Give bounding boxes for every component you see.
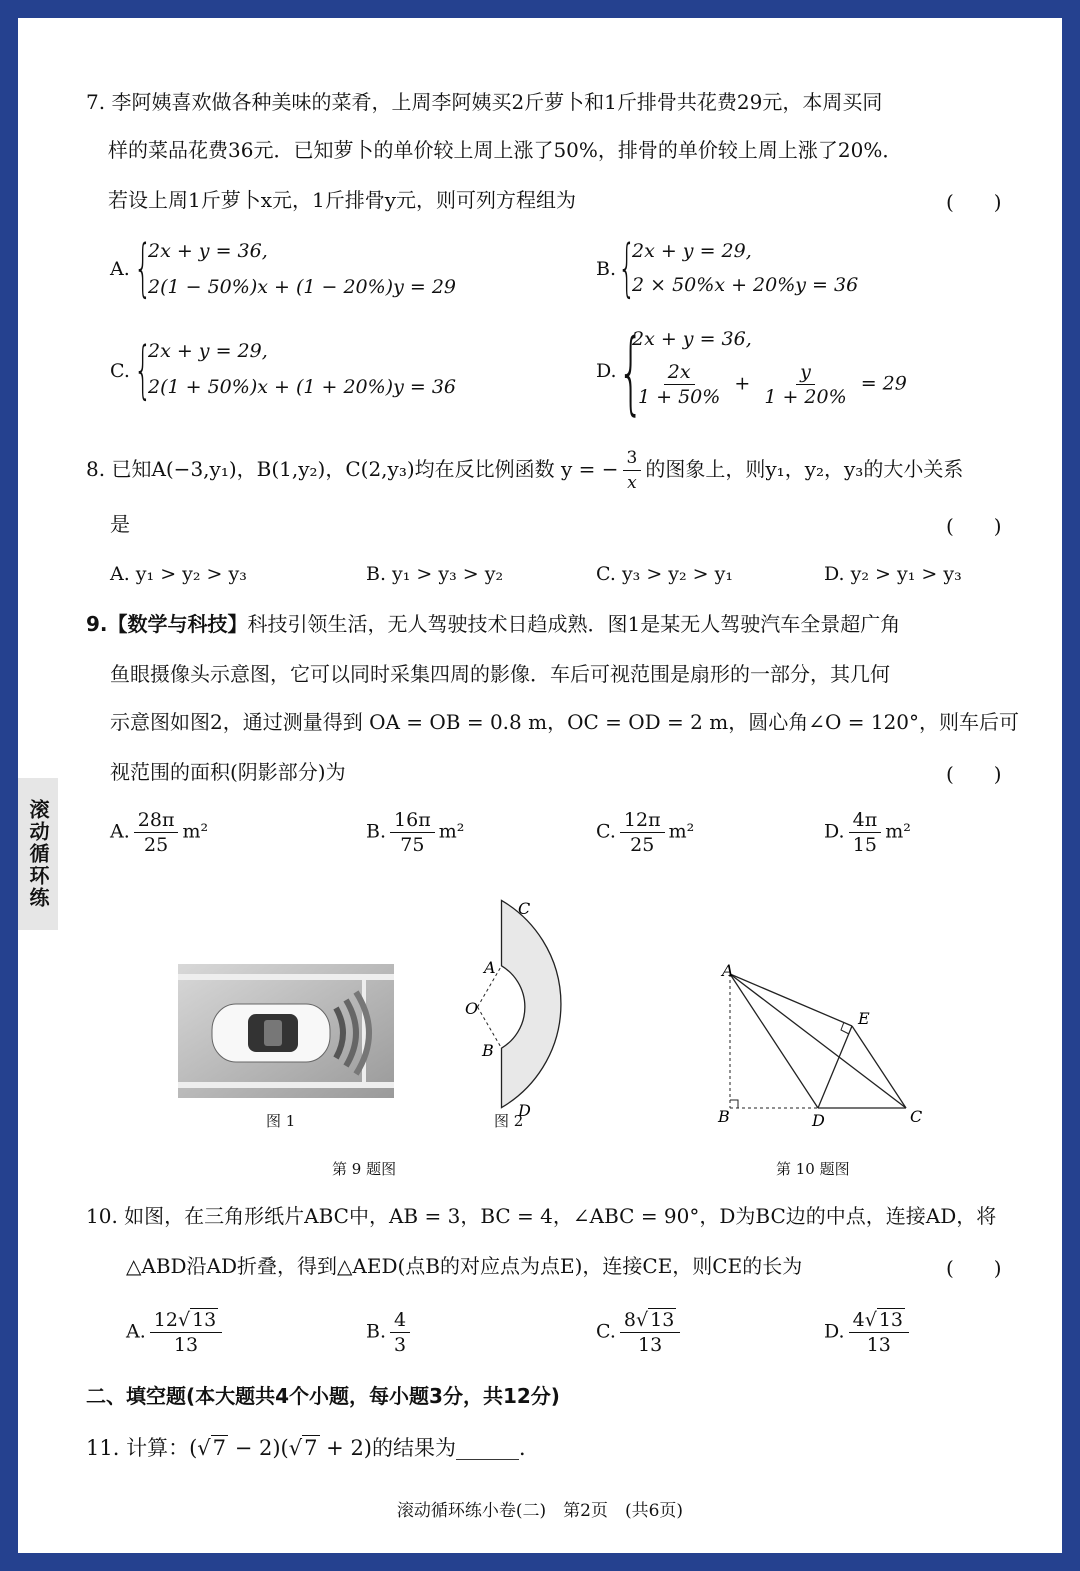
q7-option-a-brace: { — [134, 231, 152, 304]
q8-line1 — [86, 446, 963, 495]
q10-d-rad: 13 — [878, 1309, 903, 1331]
q8-frac-num: 3 — [623, 446, 642, 471]
q11-rad2: 7 — [304, 1436, 318, 1460]
exam-page — [18, 18, 1062, 1553]
q7-d-equals: = 29 — [860, 372, 907, 395]
q7-option-c-label: C. — [110, 360, 130, 382]
q7-line3: 若设上周1斤萝卜x元，1斤排骨y元，则可列方程组为 — [108, 188, 577, 212]
fig10-triangle-diagram — [708, 961, 928, 1134]
q8-option-d: D. y₂ > y₁ > y₃ — [824, 563, 962, 585]
q9-c-unit: m² — [668, 820, 695, 843]
q9-d-den: 15 — [852, 834, 877, 856]
q9-answer-paren: ( ) — [946, 762, 1002, 786]
q8-option-b: B. y₁ > y₃ > y₂ — [366, 563, 504, 585]
q9-figure-caption: 第 9 题图 — [332, 1160, 397, 1178]
q8-line2: 是 — [110, 512, 130, 536]
q7-option-a-eq2: 2(1 − 50%)x + (1 − 20%)y = 29 — [148, 276, 456, 298]
fig2-label-b: B — [482, 1041, 494, 1060]
q9-b-den: 75 — [400, 834, 425, 856]
fig10-label-a: A — [722, 961, 734, 980]
q9-b-unit: m² — [438, 820, 465, 843]
q10-b-den: 3 — [394, 1334, 407, 1356]
q7-d-plus: + — [734, 372, 751, 395]
q10-line2: △ABD沿AD折叠，得到△AED(点B的对应点为点E)，连接CE，则CE的长为 — [126, 1254, 803, 1278]
q7-option-c-eq2: 2(1 + 50%)x + (1 + 20%)y = 36 — [148, 376, 456, 398]
q7-d-frac1-num: 2x — [664, 360, 695, 385]
fig10-label-d: D — [812, 1111, 825, 1130]
q8-frac-den: x — [627, 473, 637, 493]
q9-c-den: 25 — [630, 834, 655, 856]
q10-b-num: 4 — [390, 1308, 410, 1333]
q11-post: + 2)的结果为______． — [319, 1436, 540, 1460]
fig1-car-image — [178, 964, 394, 1098]
q9-line1-text: 科技引领生活，无人驾驶技术日趋成熟．图1是某无人驾驶汽车全景超广角 — [247, 612, 901, 636]
q10-c-label: C. — [596, 1320, 616, 1343]
q10-option-a: A. $\frac{12√ 13}{13}$ — [126, 1308, 226, 1357]
q11-line: 11. 计算：(√7 − 2)(√7 + 2)的结果为______． — [86, 1436, 540, 1460]
q9-a-num: 28π — [134, 808, 179, 833]
q8-option-c: C. y₃ > y₂ > y₁ — [596, 563, 733, 585]
fig2-label-c: C — [518, 899, 531, 918]
q7-d-frac2-den: 1 + 20% — [764, 386, 847, 408]
q10-c-den: 13 — [638, 1334, 663, 1356]
q8-option-a: A. y₁ > y₂ > y₃ — [110, 563, 247, 585]
q7-d-frac2-num: y — [796, 360, 815, 385]
q7-option-a-eq1: 2x + y = 36, — [148, 240, 268, 262]
q10-figure-caption: 第 10 题图 — [776, 1160, 850, 1178]
q9-option-d — [824, 808, 911, 857]
q10-option-c: C. $\frac{8√ 13}{13}$ — [596, 1308, 684, 1357]
q7-option-c-eq1: 2x + y = 29, — [148, 340, 268, 362]
fig10-label-e: E — [858, 1009, 870, 1028]
q7-option-d-brace: { — [618, 320, 644, 425]
q9-line3: 示意图如图2，通过测量得到 OA = OB = 0.8 m，OC = OD = 2 m，圆心角∠O = 120°，则车后可 — [110, 710, 1020, 734]
fig1-caption: 图 1 — [266, 1112, 296, 1130]
q10-a-label: A. — [126, 1320, 146, 1343]
q10-c-coef: 8 — [623, 1309, 636, 1331]
q10-a-rad: 13 — [192, 1309, 217, 1331]
fig2-label-o: O — [465, 999, 479, 1018]
q9-a-unit: m² — [182, 820, 209, 843]
q7-option-b-eq1: 2x + y = 29, — [632, 240, 752, 262]
q9-line4: 视范围的面积(阴影部分)为 — [110, 760, 346, 784]
q10-option-d: D. $\frac{4√ 13}{13}$ — [824, 1308, 913, 1357]
q9-a-label: A. — [110, 820, 130, 843]
q9-c-label: C. — [596, 820, 616, 843]
q9-d-num: 4π — [849, 808, 882, 833]
page-footer: 滚动循环练小卷(二) 第2页 (共6页) — [396, 1501, 684, 1521]
fig2-caption: 图 2 — [494, 1112, 524, 1130]
q9-d-label: D. — [824, 820, 845, 843]
q10-a-den: 13 — [173, 1334, 199, 1356]
q10-option-b — [366, 1308, 414, 1357]
q11-pre: 11. 计算：( — [86, 1436, 198, 1460]
q9-b-num: 16π — [390, 808, 435, 833]
fig10-label-c: C — [910, 1107, 923, 1126]
q9-line1 — [86, 610, 900, 638]
q11-mid: − 2)( — [228, 1436, 289, 1460]
q9-tag: 9.【数学与科技】 — [86, 612, 248, 636]
fig2-sector-diagram — [438, 878, 598, 1120]
q7-line2: 样的菜品花费36元．已知萝卜的单价较上周上涨了50%，排骨的单价较上周上涨了20%． — [108, 138, 903, 162]
fig2-label-d: D — [518, 1101, 531, 1120]
q7-option-b-label: B. — [596, 258, 617, 280]
q9-option-b — [366, 808, 464, 857]
q7-option-b-eq2: 2 × 50%x + 20%y = 36 — [632, 274, 859, 296]
q8-pre: 8. 已知A(−3,y₁)，B(1,y₂)，C(2,y₃)均在反比例函数 y = − — [86, 457, 619, 481]
q7-option-d-eq2 — [630, 360, 907, 409]
q7-option-b-brace: { — [618, 231, 636, 304]
q10-line1: 10. 如图，在三角形纸片ABC中，AB = 3，BC = 4，∠ABC = 90°，D为BC边的中点，连接AD，将 — [86, 1204, 997, 1228]
q9-option-c — [596, 808, 694, 857]
q10-d-coef: 4 — [852, 1309, 865, 1331]
q10-b-label: B. — [366, 1320, 387, 1343]
side-tab: 滚动循环练 — [18, 778, 58, 930]
q9-option-a — [110, 808, 208, 857]
q7-option-a-label: A. — [110, 258, 130, 280]
q9-d-unit: m² — [885, 820, 911, 843]
q9-b-label: B. — [366, 820, 387, 843]
q10-d-den: 13 — [866, 1334, 891, 1356]
q10-answer-paren: ( ) — [946, 1256, 1002, 1280]
section-2-heading: 二、填空题(本大题共4个小题，每小题3分，共12分) — [86, 1384, 560, 1408]
q7-option-c-brace: { — [134, 333, 152, 406]
q7-option-d-eq1: 2x + y = 36, — [632, 328, 752, 350]
q10-d-label: D. — [824, 1320, 845, 1343]
q7-option-d-label: D. — [596, 360, 617, 382]
q11-rad1: 7 — [212, 1436, 227, 1460]
q7-answer-paren: ( ) — [946, 190, 1002, 214]
q9-c-num: 12π — [620, 808, 665, 833]
q9-a-den: 25 — [144, 834, 169, 856]
q8-answer-paren: ( ) — [946, 514, 1002, 538]
q8-post: 的图象上，则y₁，y₂，y₃的大小关系 — [645, 457, 964, 481]
fig2-label-a: A — [484, 958, 496, 977]
fig10-label-b: B — [718, 1107, 730, 1126]
q7-line1: 7. 李阿姨喜欢做各种美味的菜肴，上周李阿姨买2斤萝卜和1斤排骨共花费29元，本周买同 — [86, 90, 883, 114]
q7-d-frac1-den: 1 + 50% — [638, 386, 721, 408]
q10-c-rad: 13 — [650, 1309, 675, 1331]
q10-a-coef: 12 — [153, 1309, 178, 1331]
q9-line2: 鱼眼摄像头示意图，它可以同时采集四周的影像．车后可视范围是扇形的一部分，其几何 — [110, 662, 890, 686]
